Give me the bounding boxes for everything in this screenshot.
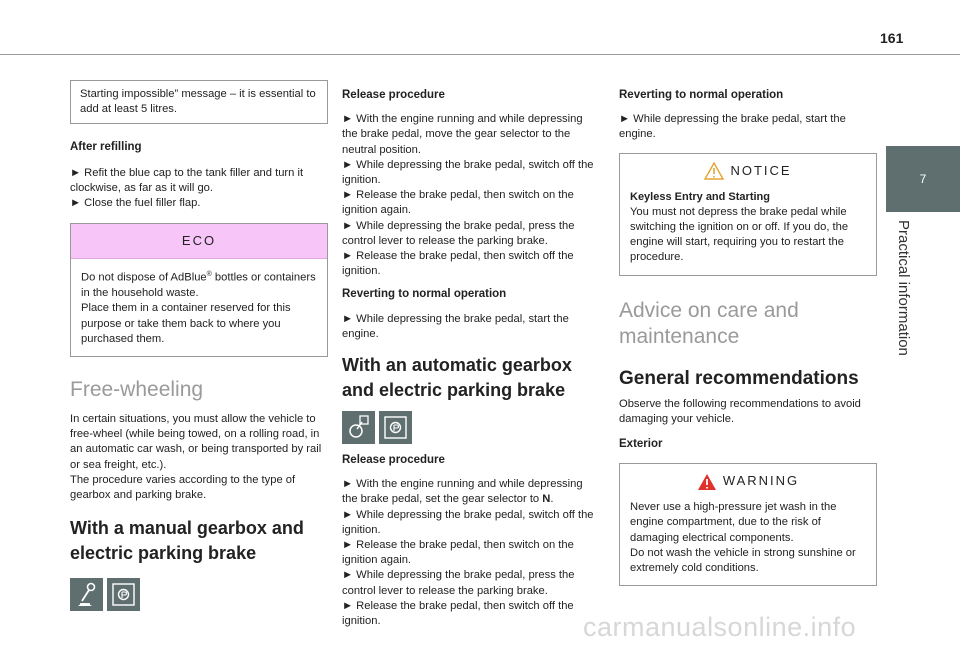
revert-heading: Reverting to normal operation <box>619 89 784 101</box>
release-step-a: ► With the engine running and while depressing the brake pedal, set the gear selector to <box>342 478 583 506</box>
header-rule <box>0 54 960 55</box>
eco-body <box>71 259 327 356</box>
warning-triangle-icon <box>704 162 724 180</box>
automatic-icons <box>342 411 600 444</box>
release-step: ► Release the brake pedal, then switch off the ignition. <box>342 599 574 628</box>
release-steps <box>342 477 600 629</box>
release-heading: Release procedure <box>342 454 445 467</box>
release-step <box>342 477 600 507</box>
after-refilling-step: ► Refit the blue cap to the tank filler and turn it clockwise, as far as it will go. <box>70 166 304 194</box>
after-refilling-heading: After refilling <box>70 141 142 154</box>
notice-body <box>620 188 876 275</box>
warning-text: Never use a high-pressure jet wash in the engine compartment, due to the risk of damaging electrical components. <box>630 501 837 544</box>
warning-text: Do not wash the vehicle in strong sunshine or extremely cold conditions. <box>630 546 856 575</box>
release-step: ► While depressing the brake pedal, press the control lever to release the parking brake. <box>342 569 575 597</box>
release-step: ► While depressing the brake pedal, press the control lever to release the parking brake. <box>342 219 575 247</box>
release-heading: Release procedure <box>342 89 445 101</box>
warning-header <box>620 464 876 498</box>
warning-callout <box>619 463 877 586</box>
eco-label: ECO <box>71 224 327 259</box>
registered-mark: ® <box>206 271 212 279</box>
eco-text-a: Do not dispose of AdBlue <box>81 271 207 284</box>
warning-triangle-icon <box>697 473 717 491</box>
exterior-heading: Exterior <box>619 438 663 451</box>
notice-callout <box>619 153 877 276</box>
release-step: ► Release the brake pedal, then switch off the ignition. <box>342 250 574 278</box>
watermark: carmanualsonline.info <box>583 612 857 642</box>
manual-gearbox-heading: With a manual gearbox and electric parking brake <box>70 518 304 564</box>
column-2 <box>342 88 600 629</box>
eco-callout <box>70 223 328 357</box>
eco-text: Place them in a container reserved for this purpose or take them back to where you purchased them. <box>81 302 291 345</box>
automatic-gearbox-heading: With an automatic gearbox and electric parking brake <box>342 355 572 401</box>
continued-box <box>70 80 328 124</box>
column-3 <box>619 88 877 586</box>
eco-text-b: bottles or containers in the household waste. <box>81 271 316 300</box>
page-number: 161 <box>880 30 904 46</box>
revert-step: ► While depressing the brake pedal, start the engine. <box>619 113 846 141</box>
release-steps <box>342 112 600 279</box>
release-step: ► Release the brake pedal, then switch on the ignition again. <box>342 539 574 567</box>
chapter-title-vertical <box>894 220 914 370</box>
chapter-title-text: Practical information <box>895 220 912 356</box>
neutral-letter: N <box>542 493 551 506</box>
freewheeling-text: In certain situations, you must allow the vehicle to free-wheel (while being towed, on a rolling road, in an automatic car wash, or being transported by rail or sea freight, etc.). <box>70 412 322 471</box>
general-text: Observe the following recommendations to avoid damaging your vehicle. <box>619 397 861 425</box>
notice-label: NOTICE <box>730 162 792 178</box>
release-step: ► With the engine running and while depressing the brake pedal, move the gear selector to the neutral position. <box>342 113 583 156</box>
gear-lever-icon <box>70 578 103 611</box>
release-step: ► Release the brake pedal, then switch on the ignition again. <box>342 189 574 217</box>
release-step: ► While depressing the brake pedal, switch off the ignition. <box>342 158 594 187</box>
revert-heading: Reverting to normal operation <box>342 288 507 301</box>
freewheeling-heading: Free-wheeling <box>70 377 204 401</box>
parking-brake-icon <box>379 411 412 444</box>
notice-title: Keyless Entry and Starting <box>630 190 770 203</box>
continued-text: Starting impossible” message – it is essential to add at least 5 litres. <box>80 88 316 116</box>
freewheeling-text: The procedure varies according to the type of gearbox and parking brake. <box>70 473 296 501</box>
column-1 <box>70 80 328 611</box>
eco-text <box>81 267 317 301</box>
general-recommendations-heading: General recommendations <box>619 367 859 389</box>
release-step: ► While depressing the brake pedal, switch off the ignition. <box>342 508 594 536</box>
warning-label: WARNING <box>722 473 800 489</box>
notice-header <box>620 154 876 188</box>
revert-step: ► While depressing the brake pedal, start the engine. <box>342 312 569 340</box>
release-step-c: . <box>550 493 554 506</box>
parking-brake-icon <box>107 578 140 611</box>
manual-icons <box>70 578 328 611</box>
after-refilling-step: ► Close the fuel filler flap. <box>70 197 201 210</box>
gear-selector-icon <box>342 411 375 444</box>
chapter-tab[interactable]: 7 <box>886 146 960 212</box>
care-heading: Advice on care and maintenance <box>619 298 799 348</box>
notice-text: You must not depress the brake pedal while switching the ignition on or off. If you do, the engine will start, requiring you to restart the procedure. <box>630 205 849 264</box>
warning-body <box>620 498 876 585</box>
